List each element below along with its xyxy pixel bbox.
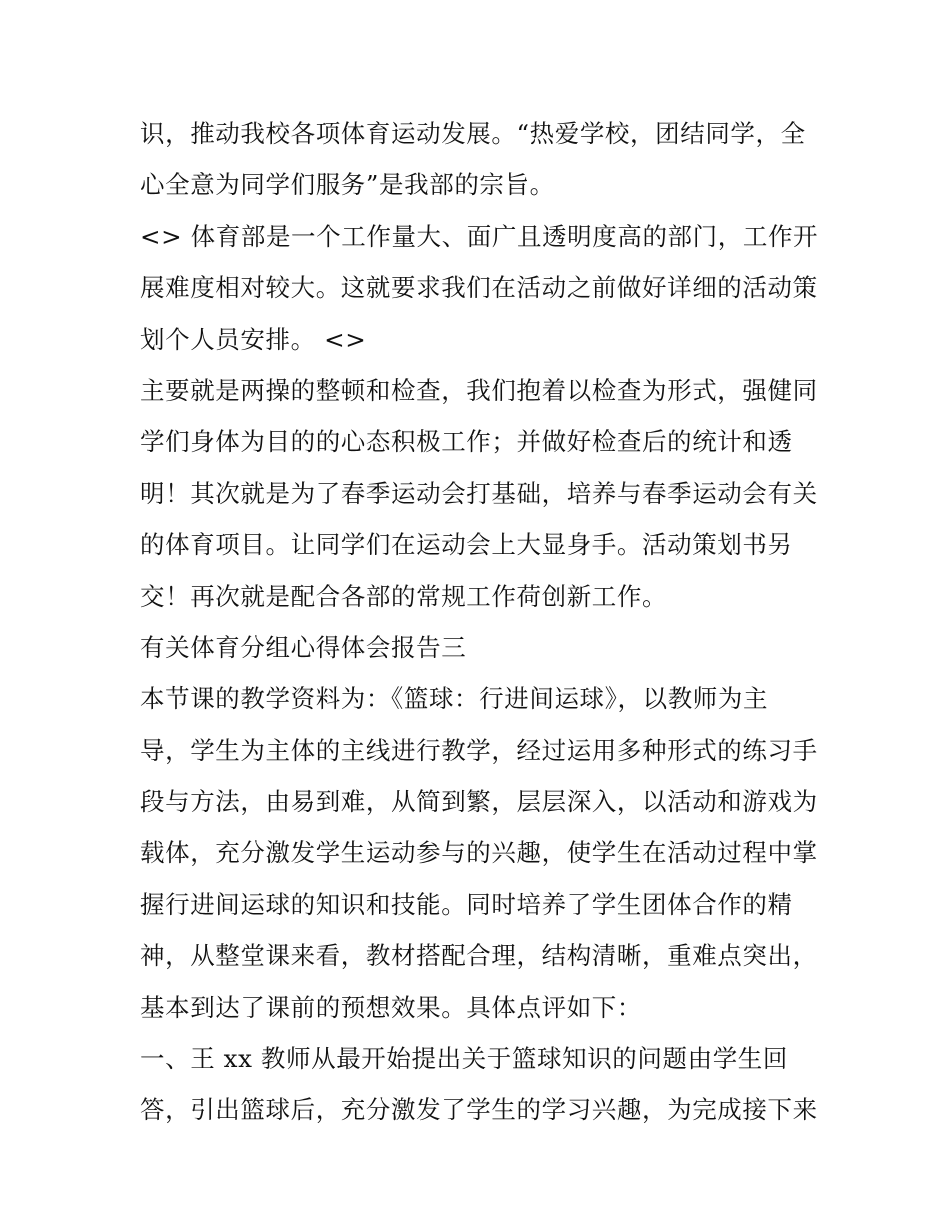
text-line: 段与方法，由易到难，从简到繁，层层深入，以活动和游戏为 bbox=[140, 787, 818, 817]
text-line: 划个人员安排。 <> bbox=[140, 324, 367, 354]
text-line: 基本到达了课前的预想效果。具体点评如下： bbox=[140, 992, 642, 1022]
text-line: 的体育项目。让同学们在运动会上大显身手。活动策划书另 bbox=[140, 530, 793, 560]
text-line: 主要就是两操的整顿和检查，我们抱着以检查为形式，强健同 bbox=[140, 375, 818, 405]
text-line: 本节课的教学资料为：《篮球：行进间运球》，以教师为主 bbox=[140, 684, 769, 714]
text-line: 展难度相对较大。这就要求我们在活动之前做好详细的活动策 bbox=[140, 273, 818, 303]
document-body bbox=[140, 108, 820, 1136]
text-line: 明！其次就是为了春季运动会打基础，培养与春季运动会有关 bbox=[140, 478, 818, 508]
text-line: 导，学生为主体的主线进行教学，经过运用多种形式的练习手 bbox=[140, 735, 818, 765]
text-line: 神，从整堂课来看，教材搭配合理，结构清晰，重难点突出， bbox=[140, 941, 818, 971]
text-line: 载体，充分激发学生运动参与的兴趣，使学生在活动过程中掌 bbox=[140, 838, 818, 868]
text-line: 学们身体为目的的心态积极工作；并做好检查后的统计和透 bbox=[140, 427, 793, 457]
text-line: 识，推动我校各项体育运动发展。“热爱学校，团结同学，全 bbox=[140, 119, 806, 148]
text-line: 一、王 xx 教师从最开始提出关于篮球知识的问题由学生回 bbox=[140, 1044, 789, 1074]
text-line: 握行进间运球的知识和技能。同时培养了学生团体合作的精 bbox=[140, 889, 793, 919]
text-line: 交！再次就是配合各部的常规工作荷创新工作。 bbox=[140, 581, 668, 611]
section-heading: 有关体育分组心得体会报告三 bbox=[140, 632, 467, 662]
text-line: 答，引出篮球后，充分激发了学生的学习兴趣，为完成接下来 bbox=[140, 1095, 818, 1125]
text-line: <> 体育部是一个工作量大、面广且透明度高的部门，工作开 bbox=[140, 221, 819, 251]
text-line: 心全意为同学们服务”是我部的宗旨。 bbox=[140, 170, 555, 200]
